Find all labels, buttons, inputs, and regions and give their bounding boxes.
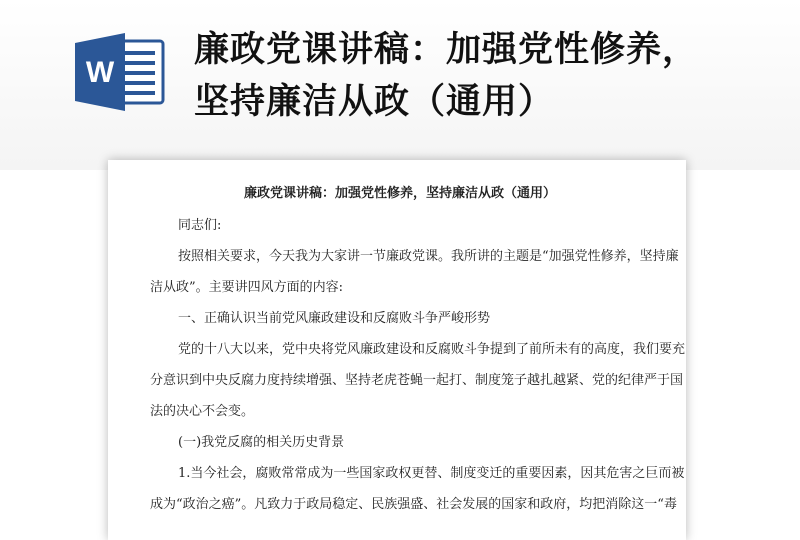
- page-title-line-2: 坚持廉洁从政（通用）: [194, 82, 555, 122]
- doc-line: 按照相关要求，今天我为大家讲一节廉政党课。我所讲的主题是“加强党性修养，坚持廉: [178, 249, 679, 264]
- doc-line: 法的决心不会变。: [150, 404, 255, 419]
- document-title: 廉政党课讲稿：加强党性修养，坚持廉洁从政（通用）: [243, 186, 556, 201]
- doc-line: 一、正确认识当前党风廉政建设和反腐败斗争严峻形势: [178, 311, 491, 326]
- doc-line: 分意识到中央反腐力度持续增强、坚持老虎苍蝇一起打、制度笼子越扎越紧、党的纪律严于国: [150, 373, 684, 388]
- document-body: [150, 182, 686, 520]
- word-icon: [75, 33, 165, 111]
- doc-line: (一)我党反腐的相关历史背景: [178, 435, 345, 450]
- doc-line: 党的十八大以来，党中央将党风廉政建设和反腐败斗争提到了前所未有的高度，我们要充: [178, 342, 686, 357]
- page-title: [194, 24, 784, 128]
- doc-line: 1.当今社会，腐败常常成为一些国家政权更替、制度变迁的重要因素，因其危害之巨而被: [178, 466, 685, 481]
- page-title-line-1: 廉政党课讲稿：加强党性修养，: [194, 30, 699, 70]
- doc-line: 成为“政治之癌”。凡致力于政局稳定、民族强盛、社会发展的国家和政府，均把消除这一“毒: [150, 497, 677, 512]
- word-icon-letter: W: [85, 56, 115, 89]
- doc-line: 洁从政”。主要讲四风方面的内容:: [150, 280, 344, 295]
- doc-line: 同志们:: [178, 218, 222, 233]
